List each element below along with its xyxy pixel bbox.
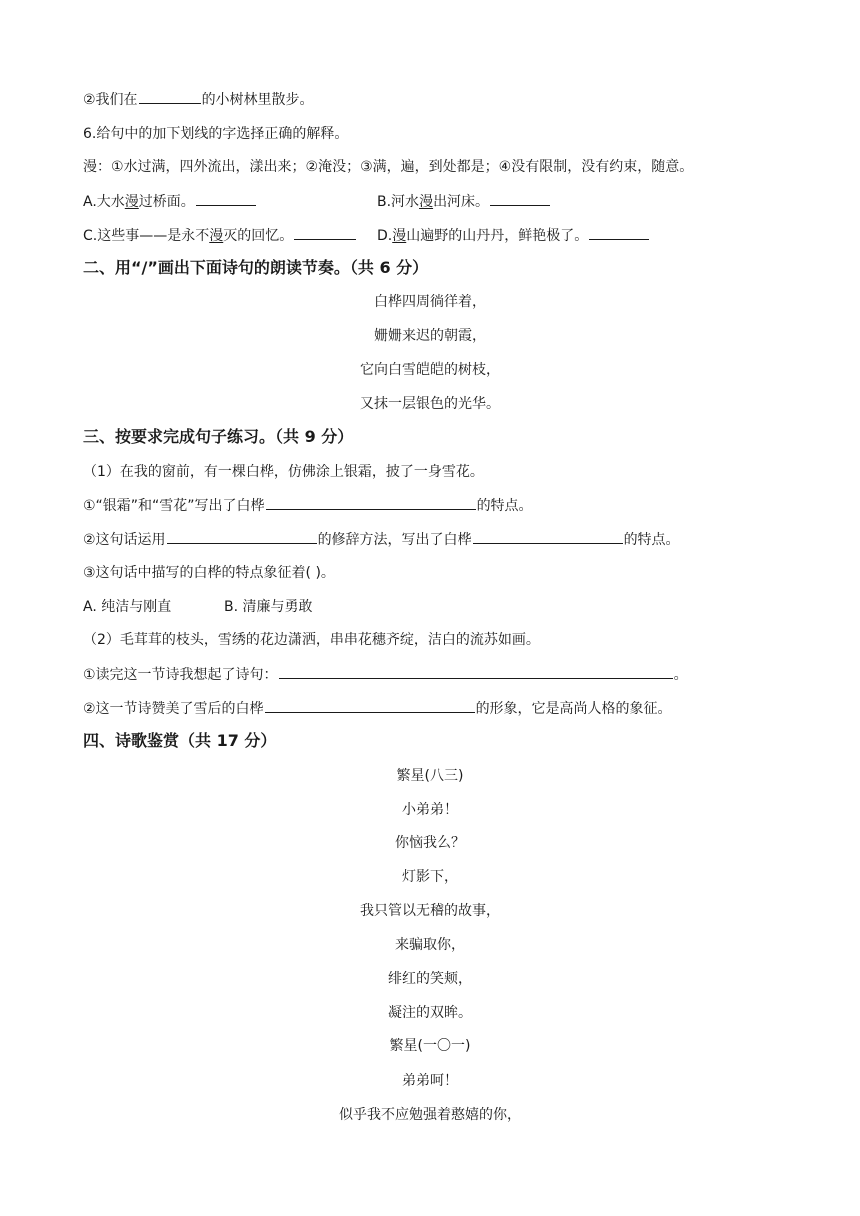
- poem-line: 绯红的笑颊，: [388, 971, 472, 987]
- q5-item-2-text-after: 的小树林里散步。: [201, 92, 314, 108]
- poem-line: 你恼我么？: [395, 835, 465, 851]
- option-a: A. 纯洁与刚直: [83, 599, 172, 615]
- q6-row-ab: [83, 191, 783, 212]
- section-2-heading: 二、用“/”画出下面诗句的朗读节奏。（共 6 分）: [83, 258, 429, 277]
- section-3-heading: 三、按要求完成句子练习。（共 9 分）: [83, 427, 354, 446]
- answer-blank[interactable]: [266, 495, 476, 510]
- section-3-q4: ①读完这一节诗我想起了诗句： 。: [83, 664, 688, 685]
- section-3-options: [83, 597, 483, 617]
- poem-line: 弟弟呵！: [402, 1073, 458, 1089]
- poem-title: 繁星(一〇一): [389, 1038, 471, 1054]
- poem-line: 姗姗来迟的朝霞，: [374, 328, 486, 344]
- poem-line: 白桦四周徜徉着，: [374, 294, 486, 310]
- q6-row-cd: [83, 225, 783, 246]
- q6-title: 6.给句中的加下划线的字选择正确的解释。: [83, 126, 349, 142]
- answer-blank[interactable]: [167, 529, 317, 544]
- q6-option-c: C.这些事——是永不漫灭的回忆。: [83, 228, 294, 244]
- answer-blank[interactable]: [279, 664, 673, 679]
- answer-blank[interactable]: [589, 225, 649, 240]
- section-3-passage-1: （1）在我的窗前，有一棵白桦，仿佛涂上银霜，披了一身雪花。: [83, 464, 484, 480]
- poem-line: 它向白雪皑皑的树枝，: [360, 362, 500, 378]
- poem-line: 似乎我不应勉强着憨嬉的你，: [339, 1107, 521, 1123]
- answer-blank[interactable]: [473, 529, 623, 544]
- answer-blank[interactable]: [265, 698, 475, 713]
- poem-line: 又抹一层银色的光华。: [360, 396, 500, 412]
- answer-blank[interactable]: [196, 191, 256, 206]
- q6-option-b: B.河水漫出河床。: [377, 191, 551, 212]
- answer-blank[interactable]: [490, 191, 550, 206]
- q6-option-d: D.漫山遍野的山丹丹，鲜艳极了。: [377, 225, 650, 246]
- poem-line: 凝注的双眸。: [388, 1005, 472, 1021]
- poem-line: 灯影下，: [402, 869, 458, 885]
- poem-line: 来骗取你，: [395, 937, 465, 953]
- poem-line: 小弟弟！: [402, 802, 458, 818]
- section-3-q5: ②这一节诗赞美了雪后的白桦 的形象，它是高尚人格的象征。: [83, 698, 672, 719]
- section-3-q2: ②这句话运用 的修辞方法，写出了白桦 的特点。: [83, 529, 680, 550]
- section-4-heading: 四、诗歌鉴赏（共 17 分）: [83, 731, 277, 750]
- poem-line: 我只管以无稽的故事，: [360, 903, 500, 919]
- answer-blank[interactable]: [294, 225, 356, 240]
- section-3-passage-2: （2）毛茸茸的枝头，雪绣的花边潇洒，串串花穗齐绽，洁白的流苏如画。: [83, 632, 540, 648]
- q5-item-2-text-before: ②我们在: [83, 92, 138, 108]
- poem-title: 繁星(八三): [396, 768, 464, 784]
- section-3-q1: ①“银霜”和“雪花”写出了白桦 的特点。: [83, 495, 533, 516]
- option-b: B. 清廉与勇敢: [224, 599, 313, 615]
- q6-definitions: 漫：①水过满，四外流出，漾出来；②淹没；③满，遍，到处都是；④没有限制，没有约束，随意。: [83, 159, 694, 175]
- answer-blank[interactable]: [139, 89, 201, 104]
- section-3-q3: ③这句话中描写的白桦的特点象征着( )。: [83, 565, 335, 581]
- q5-item-2: [83, 89, 314, 110]
- q6-option-a: A.大水漫过桥面。: [83, 194, 195, 210]
